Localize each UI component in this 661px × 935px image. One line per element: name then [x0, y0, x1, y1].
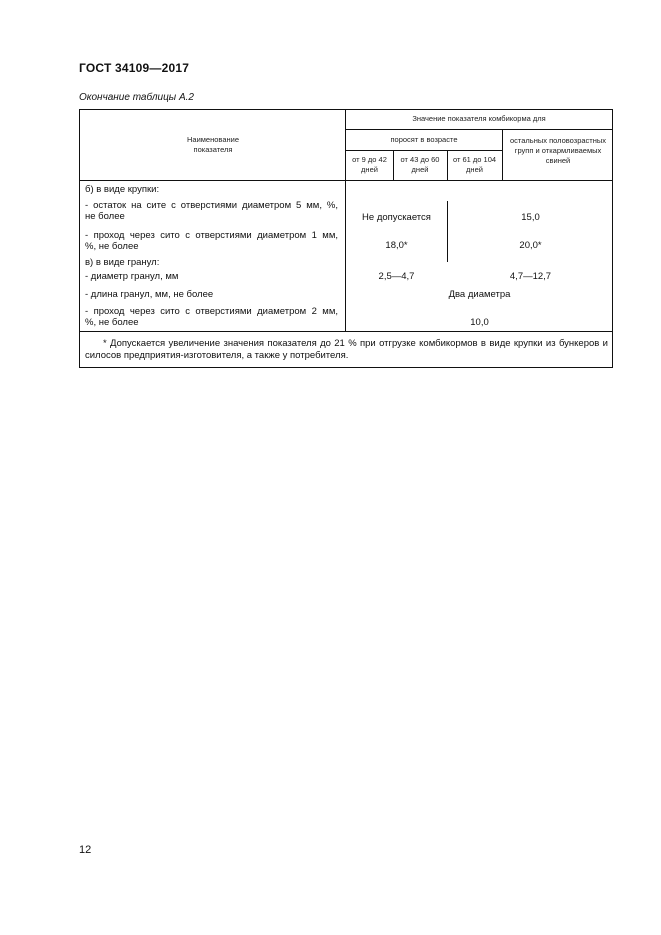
value-length: Два диаметра	[448, 289, 511, 300]
header-col-9-42: от 9 до 42 дней	[352, 155, 387, 174]
value-diameter-other: 4,7—12,7	[509, 271, 552, 282]
indicator-table	[79, 109, 613, 368]
table-footnote: * Допускается увеличение значения показателя до 21 % при отгрузке комбикормов в виде крупки из бункеров и силосов предприятия-изготовителя, а также у потребителя.	[85, 338, 608, 361]
page-number: 12	[79, 844, 92, 856]
value-sieve5-piglets: Не допускается	[362, 212, 431, 223]
value-sieve2: 10,0	[470, 317, 489, 328]
value-diameter-piglets: 2,5—4,7	[378, 271, 415, 282]
row-granule-heading: в) в виде гранул:	[85, 257, 160, 268]
row-sieve2-label-line1: - проход через сито с отверстиями диаметром 2 мм,	[85, 306, 338, 317]
value-sieve1-piglets: 18,0*	[385, 240, 408, 251]
header-col-other: остальных половозрастных групп и откармливаемых свиней	[509, 136, 607, 165]
row-sieve5-label-line2: не более	[85, 211, 125, 222]
rule-value-split	[447, 201, 448, 262]
value-sieve1-other: 20,0*	[519, 240, 542, 251]
value-sieve5-other: 15,0	[521, 212, 540, 223]
rule-above-footnote	[80, 331, 613, 332]
row-sieve2-label-line2: %, не более	[85, 317, 139, 328]
row-sieve1-label-line2: %, не более	[85, 241, 139, 252]
row-length-label: - длина гранул, мм, не более	[85, 289, 214, 300]
header-piglets-group: поросят в возрасте	[390, 135, 458, 144]
rule-under-piglets-group	[345, 150, 503, 151]
header-indicator-name: Наименование показателя	[187, 135, 239, 154]
rule-under-header	[80, 180, 613, 181]
row-diameter-label: - диаметр гранул, мм	[85, 271, 179, 282]
row-crumb-heading: б) в виде крупки:	[85, 184, 160, 195]
rule-col-43-60-left	[393, 150, 394, 180]
rule-under-value-group	[345, 129, 613, 130]
header-value-group: Значение показателя комбикорма для	[412, 114, 546, 123]
header-col-43-60: от 43 до 60 дней	[400, 155, 440, 174]
rule-col-61-104-left	[447, 150, 448, 180]
document-code: ГОСТ 34109—2017	[79, 61, 190, 75]
row-sieve5-label-line1: - остаток на сите с отверстиями диаметром 5 мм, %,	[85, 200, 338, 211]
header-col-61-104: от 61 до 104 дней	[452, 155, 497, 174]
row-sieve1-label-line1: - проход через сито с отверстиями диаметром 1 мм,	[85, 230, 338, 241]
table-caption: Окончание таблицы А.2	[79, 92, 194, 103]
